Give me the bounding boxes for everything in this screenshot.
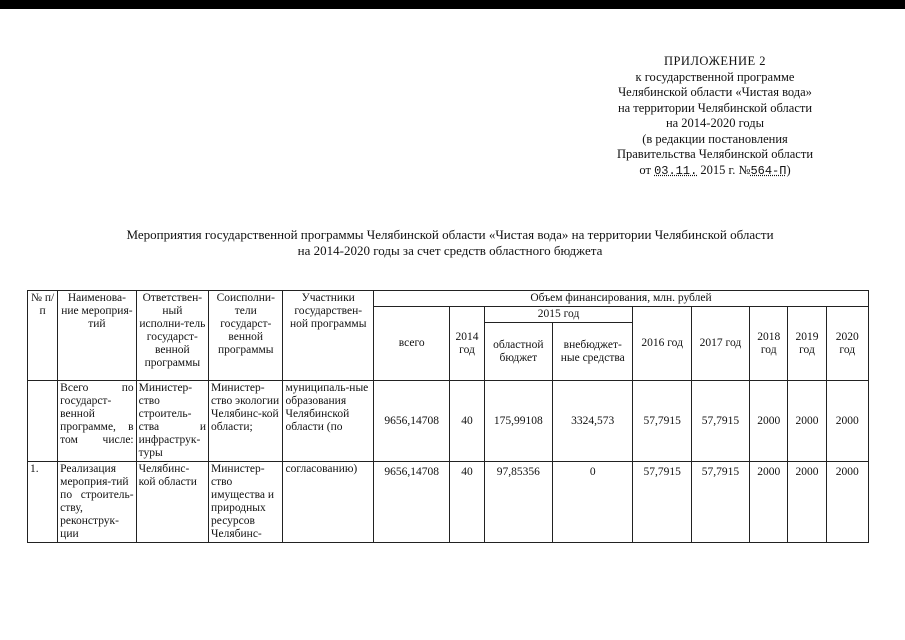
- appendix-date-line: [580, 163, 850, 180]
- cell-participants: муниципаль-ные образования Челябинской области (по: [283, 381, 374, 462]
- header-2020: 2020 год: [826, 307, 868, 381]
- cell-regional-budget: 97,85356: [484, 462, 552, 543]
- funding-table: [27, 290, 869, 543]
- table-row: [28, 462, 869, 543]
- appendix-line: на 2014-2020 годы: [665, 116, 765, 130]
- header-participants: Участники государствен-ной программы: [283, 291, 374, 381]
- heading-line-1: Мероприятия государственной программы Челябинской области «Чистая вода» на территории Челябинской области: [126, 227, 774, 242]
- header-2019: 2019 год: [788, 307, 826, 381]
- date-prefix: от: [639, 162, 651, 177]
- appendix-block: [580, 54, 850, 179]
- header-responsible: Ответствен-ный исполни-тель государст-венной программы: [136, 291, 208, 381]
- header-2015: 2015 год: [484, 307, 633, 323]
- appendix-line: на территории Челябинской области: [617, 100, 813, 115]
- header-2014: 2014 год: [450, 307, 484, 381]
- appendix-line: к государственной программе: [635, 69, 795, 84]
- cell-2017: 57,7915: [691, 381, 749, 462]
- cell-num: 1.: [28, 462, 58, 543]
- top-border-bar: [0, 0, 905, 9]
- cell-2016: 57,7915: [633, 462, 691, 543]
- cell-2014: 40: [450, 381, 484, 462]
- cell-responsible: Челябинс-кой области: [136, 462, 208, 543]
- cell-2016: 57,7915: [633, 381, 691, 462]
- header-2016: 2016 год: [633, 307, 691, 381]
- appendix-line: (в редакции постановления: [642, 131, 788, 146]
- header-row-1: [28, 291, 869, 307]
- cell-responsible: Министер-ство строитель-ства и инфраструк-туры: [136, 381, 208, 462]
- cell-coexecutors: Министер-ство экологии Челябинс-кой области;: [209, 381, 283, 462]
- header-total: всего: [373, 307, 449, 381]
- funding-table-wrapper: [27, 290, 870, 595]
- cell-name: Реализация мероприя-тий по строитель-ству, реконструк-ции: [58, 462, 136, 543]
- cell-2018: 2000: [750, 462, 788, 543]
- date-year: 2015 г. №: [700, 162, 751, 177]
- header-2017: 2017 год: [691, 307, 749, 381]
- date-suffix: ): [786, 162, 791, 177]
- cell-2020: 2000: [826, 381, 868, 462]
- header-extrabudget: внебюджет-ные средства: [553, 323, 633, 381]
- cell-2019: 2000: [788, 381, 826, 462]
- cell-name: Всего по государст-венной программе, в том числе:: [58, 381, 136, 462]
- header-regional-budget: областной бюджет: [484, 323, 552, 381]
- cell-2019: 2000: [788, 462, 826, 543]
- cell-2020: 2000: [826, 462, 868, 543]
- appendix-line: Правительства Челябинской области: [616, 147, 814, 161]
- header-num: № п/п: [28, 291, 58, 381]
- cell-regional-budget: 175,99108: [484, 381, 552, 462]
- appendix-line: Челябинской области «Чистая вода»: [618, 85, 812, 99]
- cell-total: 9656,14708: [373, 381, 449, 462]
- cell-extrabudget: 3324,573: [553, 381, 633, 462]
- header-name: Наименова-ние мероприя-тий: [58, 291, 136, 381]
- appendix-title: ПРИЛОЖЕНИЕ 2: [663, 54, 767, 68]
- cell-total: 9656,14708: [373, 462, 449, 543]
- cell-extrabudget: 0: [553, 462, 633, 543]
- cell-coexecutors: Министер-ство имущества и природных ресурсов Челябинс-: [209, 462, 283, 543]
- cell-2018: 2000: [750, 381, 788, 462]
- cell-participants: согласованию): [283, 462, 374, 543]
- cell-num: [28, 381, 58, 462]
- header-2018: 2018 год: [750, 307, 788, 381]
- date-value: 03.11.: [654, 163, 698, 178]
- document-heading: [60, 227, 840, 259]
- header-coexecutors: Соисполни-тели государст-венной программы: [209, 291, 283, 381]
- decree-number: 564-П: [750, 163, 787, 178]
- cell-2014: 40: [450, 462, 484, 543]
- header-funding: Объем финансирования, млн. рублей: [373, 291, 868, 307]
- table-row: [28, 381, 869, 462]
- heading-line-2: на 2014-2020 годы за счет средств областного бюджета: [297, 243, 603, 258]
- cell-2017: 57,7915: [691, 462, 749, 543]
